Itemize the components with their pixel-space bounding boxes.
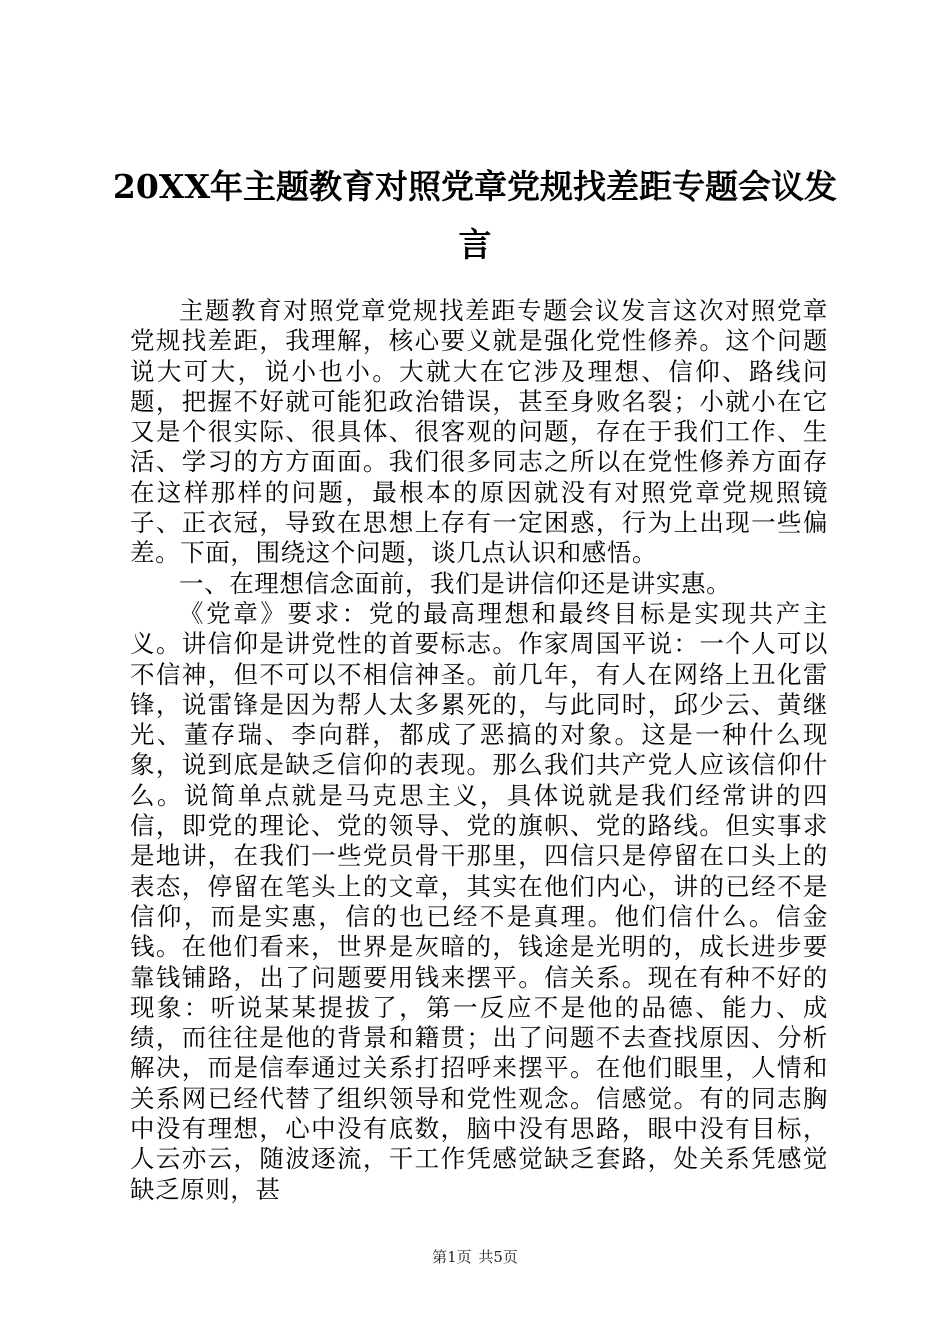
page-number: 第1页 bbox=[432, 1248, 472, 1266]
paragraph-intro: 主题教育对照党章党规找差距专题会议发言这次对照党章党规找差距，我理解，核心要义就是强化党性修养。这个问题说大可大，说小也小。大就大在它涉及理想、信仰、路线问题，把握不好就可能犯政治错误，甚至身败名裂；小就小在它又是个很实际、很具体、很客观的问题，存在于我们工作、生活、学习的方方面面。我们很多同志之所以在党性修养方面存在这样那样的问题，最根本的原因就没有对照党章党规照镜子、正衣冠，导致在思想上存有一定困惑，行为上出现一些偏差。下面，围绕这个问题，谈几点认识和感悟。 bbox=[130, 296, 828, 568]
document-title: 20XX年主题教育对照党章党规找差距专题会议发言 bbox=[112, 167, 838, 264]
document-body bbox=[130, 296, 828, 1205]
page-footer bbox=[0, 1247, 950, 1267]
paragraph-party-charter: 《党章》要求：党的最高理想和最终目标是实现共产主义。讲信仰是讲党性的首要标志。作家周国平说：一个人可以不信神，但不可以不相信神圣。前几年，有人在网络上丑化雷锋，说雷锋是因为帮人太多累死的，与此同时，邱少云、黄继光、董存瑞、李向群，都成了恶搞的对象。这是一种什么现象，说到底是缺乏信仰的表现。那么我们共产党人应该信仰什么。说简单点就是马克思主义，具体说就是我们经常讲的四信，即党的理论、党的领导、党的旗帜、党的路线。但实事求是地讲，在我们一些党员骨干那里，四信只是停留在口头上的表态，停留在笔头上的文章，其实在他们内心，讲的已经不是信仰，而是实惠，信的也已经不是真理。他们信什么。信金钱。在他们看来，世界是灰暗的，钱途是光明的，成长进步要靠钱铺路，出了问题要用钱来摆平。信关系。现在有种不好的现象：听说某某提拔了，第一反应不是他的品德、能力、成绩，而往往是他的背景和籍贯；出了问题不去查找原因、分析解决，而是信奉通过关系打招呼来摆平。在他们眼里，人情和关系网已经代替了组织领导和党性观念。信感觉。有的同志胸中没有理想，心中没有底数，脑中没有思路，眼中没有目标，人云亦云，随波逐流，干工作凭感觉缺乏套路，处关系凭感觉缺乏原则，甚 bbox=[130, 598, 828, 1204]
paragraph-heading-one: 一、在理想信念面前，我们是讲信仰还是讲实惠。 bbox=[179, 568, 732, 598]
page-total: 共5页 bbox=[478, 1248, 518, 1266]
